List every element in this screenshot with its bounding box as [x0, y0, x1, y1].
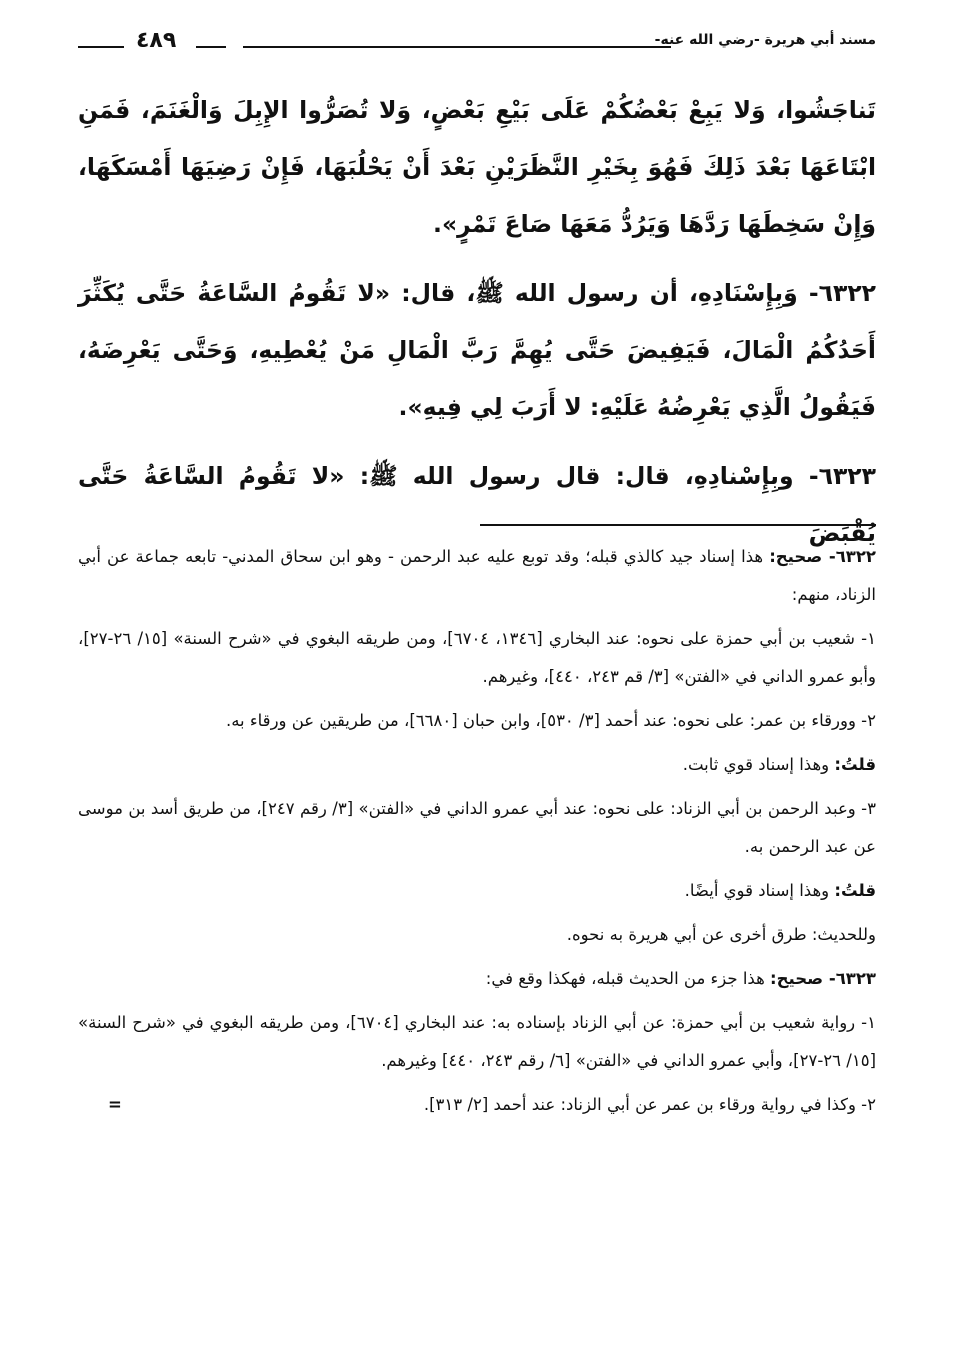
note-text: وهذا إسناد قوي أيضًا. — [684, 881, 830, 900]
note-label: قلتُ: — [834, 881, 876, 900]
note-label: ٦٣٢٢- صحيح: — [769, 547, 876, 566]
note-text: هذا جزء من الحديث قبله، فهكذا وقع في: — [485, 969, 765, 988]
header-dash-left — [78, 46, 124, 48]
page-header — [78, 26, 876, 66]
note-other-routes: وللحديث: طرق أخرى عن أبي هريرة به نحوه. — [566, 925, 876, 944]
note-route-1: ١- رواية شعيب بن أبي حمزة: عن أبي الزناد بإسناده به: عند البخاري [٦٧٠٤]، ومن طريقه البغوي في «شرح السنة» [١٥/ ٢٦-٢٧]، وأبي عمرو الداني في «الفتن» [٦/ رقم ٢٤٣، ٤٤٠] وغيرهم. — [78, 1013, 876, 1070]
note-6322 — [78, 538, 876, 614]
footnote-separator — [480, 524, 876, 526]
hadith-text: «لا تَقُومُ السَّاعَةُ حَتَّى يُكَثِّرَ أَحَدُكُمُ الْمَالَ، فَيَفِيضَ حَتَّى يُهِمَّ رَبَّ الْمَالِ مَنْ يُعْطِيهِ، وَحَتَّى يَعْرِضَهُ، فَيَقُولُ الَّذِي يَعْرِضُهُ عَلَيْهِ: لا أَرَبَ لِي فِيهِ». — [78, 279, 876, 421]
header-dash — [196, 46, 226, 48]
hadith-6322 — [78, 265, 876, 436]
note-label: ٦٣٢٣- صحيح: — [770, 969, 876, 988]
hadith-number: ٦٣٢٣- — [808, 462, 876, 490]
note-comment — [78, 872, 876, 910]
note-label: قلتُ: — [834, 755, 876, 774]
hadith-isnad: وَبِإِسْنَادِهِ، أن رسول الله ﷺ، قال: — [401, 279, 798, 307]
hadith-text: «لا تَقُومُ السَّاعَةُ حَتَّى يُقْبَضَ — [78, 462, 876, 547]
note-route-3: ٣- وعبد الرحمن بن أبي الزناد: على نحوه: عند أبي عمرو الداني في «الفتن» [٣/ رقم ٢٤٧]، من طريق أسد بن موسى عن عبد الرحمن به. — [78, 799, 877, 856]
continuation-mark: = — [108, 1095, 122, 1114]
note-route-1: ١- شعيب بن أبي حمزة على نحوه: عند البخاري [١٣٤٦، ٦٧٠٤]، ومن طريقه البغوي في «شرح السنة» [١٥/ ٢٦-٢٧]، وأبو عمرو الداني في «الفتن» [٣/ قم ٢٤٣، ٤٤٠]، وغيرهم. — [78, 629, 877, 686]
hadith-number: ٦٣٢٢- — [808, 279, 877, 307]
note-route-2: ٢- وورقاء بن عمر: على نحوه: عند أحمد [٣/ ٥٣٠]، وابن حبان [٦٦٨٠]، من طريقين عن ورقاء به. — [225, 711, 876, 730]
note-text: هذا إسناد جيد كالذي قبله؛ وقد توبع عليه عبد الرحمن - وهو ابن سحاق المدني- تابعه جماعة عن أبي الزناد، منهم: — [78, 547, 876, 604]
main-text — [78, 82, 876, 562]
page-number: ٤٨٩ — [136, 28, 177, 53]
footnotes — [78, 538, 876, 1124]
hadith-text: تَناجَشُوا، وَلا يَبِعْ بَعْضُكُمْ عَلَى بَيْعِ بَعْضٍ، وَلا تُصَرُّوا الإِبِلَ وَالْغَنَمَ، فَمَنِ ابْتَاعَهَا بَعْدَ ذَلِكَ فَهُوَ بِخَيْرِ النَّظَرَيْنِ بَعْدَ أَنْ يَحْلُبَهَا، فَإِنْ رَضِيَهَا أَمْسَكَهَا، وَإِنْ سَخِطَهَا رَدَّهَا وَيَرُدُّ مَعَهَا صَاعَ تَمْرٍ». — [78, 96, 876, 238]
note-text: ٢- وكذا في رواية ورقاء بن عمر عن أبي الزناد: عند أحمد [٢/ ٣١٣]. — [423, 1095, 876, 1114]
note-6323 — [78, 960, 876, 998]
hadith-continuation — [78, 82, 876, 253]
running-title: مسند أبي هريرة -رضي الله عنه- — [654, 32, 876, 48]
note-comment — [78, 746, 876, 784]
header-rule — [243, 46, 671, 48]
note-route-2 — [78, 1086, 876, 1124]
note-text: وهذا إسناد قوي ثابت. — [682, 755, 830, 774]
hadith-isnad: وبِإِسْنادِهِ، قال: قال رسول الله ﷺ: — [359, 462, 794, 490]
